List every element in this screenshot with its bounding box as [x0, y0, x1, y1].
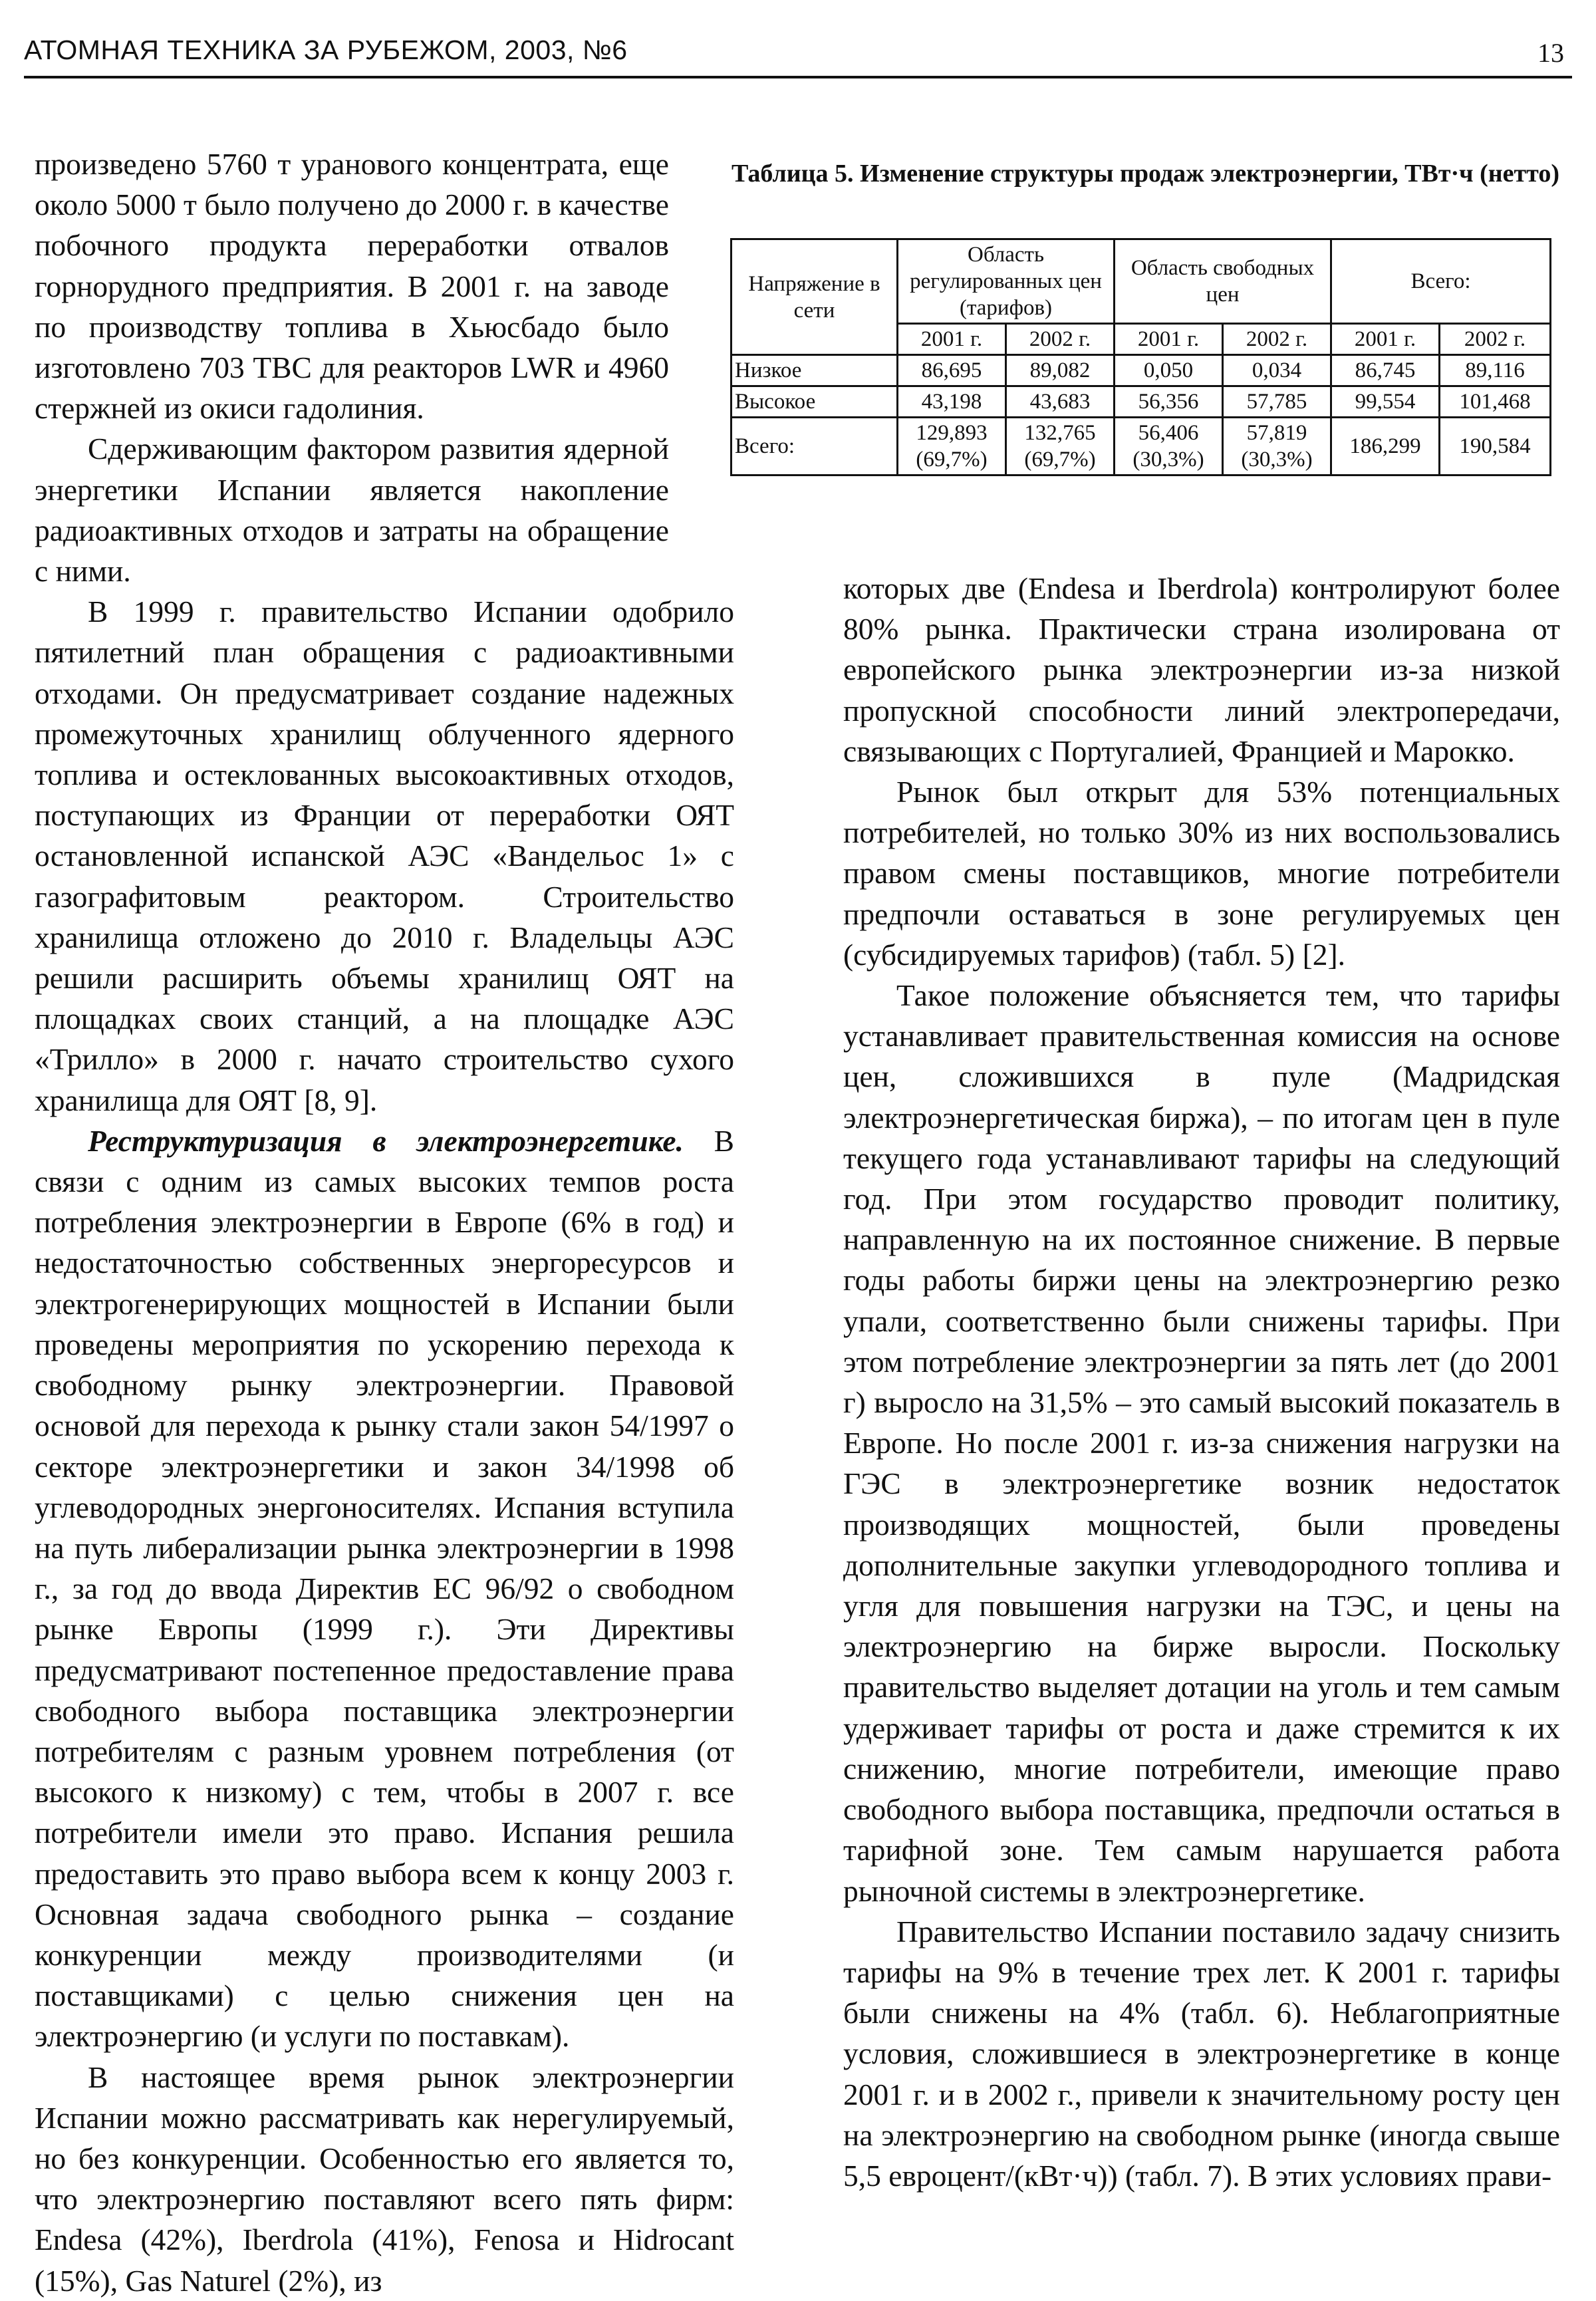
table-cell: 56,406 (30,3%) — [1115, 418, 1223, 475]
header-voltage: Напряжение в сети — [732, 239, 898, 355]
table-cell: 43,683 — [1006, 386, 1115, 418]
table-row — [732, 386, 1551, 418]
row-label: Всего: — [732, 418, 898, 475]
section-heading: Реструктуризация в электроэнергетике. — [88, 1123, 684, 1158]
page-header — [24, 33, 1572, 78]
table-cell: 86,745 — [1331, 355, 1440, 386]
paragraph-government-goal: Правительство Испании поставило задачу снизить тарифы на 9% в течение трех лет. К 2001 г. тарифы были снижены на 4% (табл. 6). Неблагоприятные условия, сложившиеся в электроэнергетике в конце 2001 г. и в 2002 г., привели к значительному росту цен на электроэнергию на свободном рынке (иногда свыше 5,5 евроцент/(кВт·ч)) (табл. 7). В этих условиях прави- — [843, 1914, 1560, 2193]
header-free: Область свободных цен — [1115, 239, 1331, 324]
paragraph-waste-factor: Сдерживающим фактором развития ядерной энергетики Испании является накопление радиоактивных отходов и затраты на обращение с ними. — [35, 432, 669, 589]
sales-structure-table — [730, 238, 1551, 476]
table-header-row — [732, 239, 1551, 324]
paragraph-tariff-policy: Такое положение объясняется тем, что тарифы устанавливает правительственная комиссия на основе цен, сложившихся в пуле (Мадридская электроэнергетическая биржа), – по итогам цен в пуле текущего года устанавливают тарифы на следующий год. При этом государство проводит политику, направленную на их постоянное снижение. В первые годы работы биржи цены на электроэнергию резко упали, соответственно были снижены тарифы. При этом потребление электроэнергии за пять лет (до 2001 г) выросло на 31,5% – это самый высокий показатель в Европе. Но после 2001 г. из-за снижения нагрузки на ГЭС в электроэнергетике возник недостаток производящих мощностей, были проведены дополнительные закупки углеводородного топлива и угля для повышения нагрузки на ТЭС, и цены на электроэнергию на бирже выросли. Поскольку правительство выделяет дотации на уголь и тем самым удерживает тарифы от роста и даже стремится к их снижению, многие потребители, имеющие право свободного выбора поставщика, предпочли остаться в тарифной зоне. Тем самым нарушается работа рыночной системы в электроэнергетике. — [843, 978, 1560, 1908]
year-cell: 2002 г. — [1440, 324, 1551, 355]
year-cell: 2002 г. — [1006, 324, 1115, 355]
table-cell: 129,893 (69,7%) — [898, 418, 1006, 475]
page-number: 13 — [1537, 38, 1564, 68]
paragraph-market-opening: Рынок был открыт для 53% потенциальных потребителей, но только 30% из них воспользовались правом смены поставщиков, многие потребители предпочли оставаться в зоне регулируемых цен (субсидируемых тарифов) (табл. 5) [2]. — [843, 775, 1560, 972]
table-cell: 57,785 — [1223, 386, 1331, 418]
journal-title: АТОМНАЯ ТЕХНИКА ЗА РУБЕЖОМ, 2003, №6 — [24, 35, 628, 65]
year-cell: 2001 г. — [1331, 324, 1440, 355]
table-row — [732, 355, 1551, 386]
table-cell: 0,034 — [1223, 355, 1331, 386]
table-5 — [730, 238, 1549, 476]
paragraph-market-firms: В настоящее время рынок электроэнергии Испании можно рассматривать как нерегулируемый, но без конкуренции. Особенностью его является то, что электроэнергию поставляют всего пять фирм: Endesa (42%), Iberdrola (41%), Fenosa и Hidrocant (15%), Gas Naturel (2%), из — [35, 2060, 734, 2298]
table-cell: 99,554 — [1331, 386, 1440, 418]
year-cell: 2002 г. — [1223, 324, 1331, 355]
left-column — [35, 144, 734, 2301]
table-row — [732, 418, 1551, 475]
table-cell: 56,356 — [1115, 386, 1223, 418]
row-label: Высокое — [732, 386, 898, 418]
table-cell: 57,819 (30,3%) — [1223, 418, 1331, 475]
row-label: Низкое — [732, 355, 898, 386]
table-caption: Таблица 5. Изменение структуры продаж электроэнергии, ТВт·ч (нетто) — [732, 160, 1559, 188]
table-cell: 0,050 — [1115, 355, 1223, 386]
paragraph-restructuring — [35, 1121, 734, 2057]
paragraph-market-isolation: которых две (Endesa и Iberdrola) контролируют более 80% рынка. Практически страна изолирована от европейского рынка электроэнергии из-за низкой пропускной способности линий электропередачи, связывающих с Португалией, Францией и Марокко. — [843, 571, 1560, 768]
table-cell: 186,299 — [1331, 418, 1440, 475]
paragraph-uranium: произведено 5760 т уранового концентрата, еще около 5000 т было получено до 2000 г. в качестве побочного продукта переработки отвалов горнорудного предприятия. В 2001 г. на заводе по производству топлива в Хьюсбадо было изготовлено 703 ТВС для реакторов LWR и 4960 стержней из окиси гадолиния. — [35, 147, 669, 426]
section-text: В связи с одним из самых высоких темпов роста потребления электроэнергии в Европе (6% в год) и недостаточностью собственных энергоресурсов и электрогенерирующих мощностей в Испании были проведены мероприятия по ускорению перехода к свободному рынку электроэнергии. Правовой основой для перехода к рынку стали закон 54/1997 о секторе электроэнергетики и закон 34/1998 об углеводородных энергоносителях. Испания вступила на путь либерализации рынка электроэнергии в 1998 г., за год до ввода Директив ЕС 96/92 о свободном рынке Европы (1999 г.). Эти Директивы предусматривают постепенное предоставление права свободного выбора поставщика электроэнергии потребителям с разным уровнем потребления (от высокого к низкому) с тем, чтобы в 2007 г. все потребители имели это право. Испания решила предоставить это право выбора всем к концу 2003 г. Основная задача свободного рынка – создание конкуренции между производителями (и поставщиками) с целью снижения цен на электроэнергию (и услуги по поставкам). — [35, 1123, 734, 2054]
table-cell: 43,198 — [898, 386, 1006, 418]
header-regulated: Область регулированных цен (тарифов) — [898, 239, 1115, 324]
table-cell: 132,765 (69,7%) — [1006, 418, 1115, 475]
year-cell: 2001 г. — [1115, 324, 1223, 355]
table-cell: 89,116 — [1440, 355, 1551, 386]
right-column — [843, 568, 1560, 2196]
table-cell: 190,584 — [1440, 418, 1551, 475]
table-cell: 89,082 — [1006, 355, 1115, 386]
table-cell: 86,695 — [898, 355, 1006, 386]
table-cell: 101,468 — [1440, 386, 1551, 418]
paragraph-waste-plan: В 1999 г. правительство Испании одобрило пятилетний план обращения с радиоактивными отходами. Он предусматривает создание надежных промежуточных хранилищ облученного ядерного топлива и остеклованных высокоактивных отходов, поступающих из Франции от переработки ОЯТ остановленной испанской АЭС «Вандельос 1» с газографитовым реактором. Строительство хранилища отложено до 2010 г. Владельцы АЭС решили расширить объемы хранилищ ОЯТ на площадках своих станций, а на площадке АЭС «Трилло» в 2000 г. начато строительство сухого хранилища для ОЯТ [8, 9]. — [35, 595, 734, 1117]
header-total: Всего: — [1331, 239, 1551, 324]
year-cell: 2001 г. — [898, 324, 1006, 355]
